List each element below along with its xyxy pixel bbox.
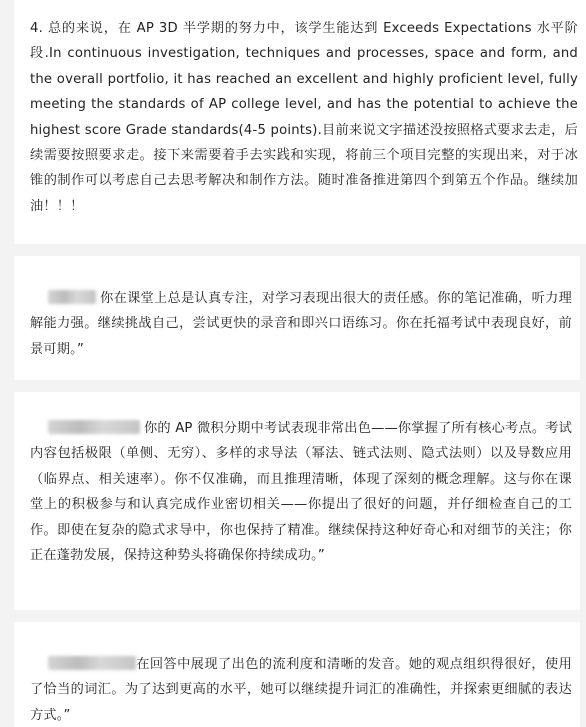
- comment-paragraph: [30, 416, 572, 568]
- redacted-name: [48, 290, 96, 304]
- redacted-name: [48, 420, 140, 434]
- comment-text: 在回答中展现了出色的流利度和清晰的发音。她的观点组织得很好，使用了恰当的词汇。为了达到更高的水平，她可以继续提升词汇的准确性，并探索更细腻的表达方式。”: [30, 657, 572, 723]
- summary-text: 4. 总的来说，在 AP 3D 半学期的努力中，该学生能达到 Exceeds Expectations 水平阶段.In continuous investigation, techniques and processes, space and form, and the overall portfolio, it has reached an excellent and highly proficient level, fully meeting the standards of AP college level, and has the potential to achieve the highest score Grade standards(4-5 points).目前来说文字描述没按照格式要求去走，后续需要按照要求走。接下来需要着手去实践和实现，将前三个项目完整的实现出来，对于冰锥的制作可以考虑自己去思考解决和制作方法。随时准备推进第四个到第五个作品。继续加油！！！: [30, 21, 578, 214]
- redacted-name: [48, 656, 136, 670]
- comment-card: [14, 256, 580, 380]
- comment-text: 你在课堂上总是认真专注，对学习表现出很大的责任感。你的笔记准确，听力理解能力强。继续挑战自己，尝试更快的录音和即兴口语练习。你在托福考试中表现良好，前景可期。”: [30, 291, 572, 357]
- summary-card: [14, 0, 586, 244]
- comment-text: 你的 AP 微积分期中考试表现非常出色——你掌握了所有核心考点。考试内容包括极限（单侧、无穷）、多样的求导法（幂法、链式法则、隐式法则）以及导数应用（临界点、相关速率）。你不仅准确，而且推理清晰，体现了深刻的概念理解。这与你在课堂上的积极参与和认真完成作业密切相关——你提出了很好的问题，并仔细检查自己的工作。即使在复杂的隐式求导中，你也保持了精准。继续保持这种好奇心和对细节的关注；你正在蓬勃发展，保持这种势头将确保你持续成功。”: [30, 421, 572, 564]
- comment-card: [14, 392, 580, 610]
- comment-paragraph: [30, 286, 572, 362]
- comment-paragraph: [30, 652, 572, 727]
- comment-card: [14, 622, 580, 727]
